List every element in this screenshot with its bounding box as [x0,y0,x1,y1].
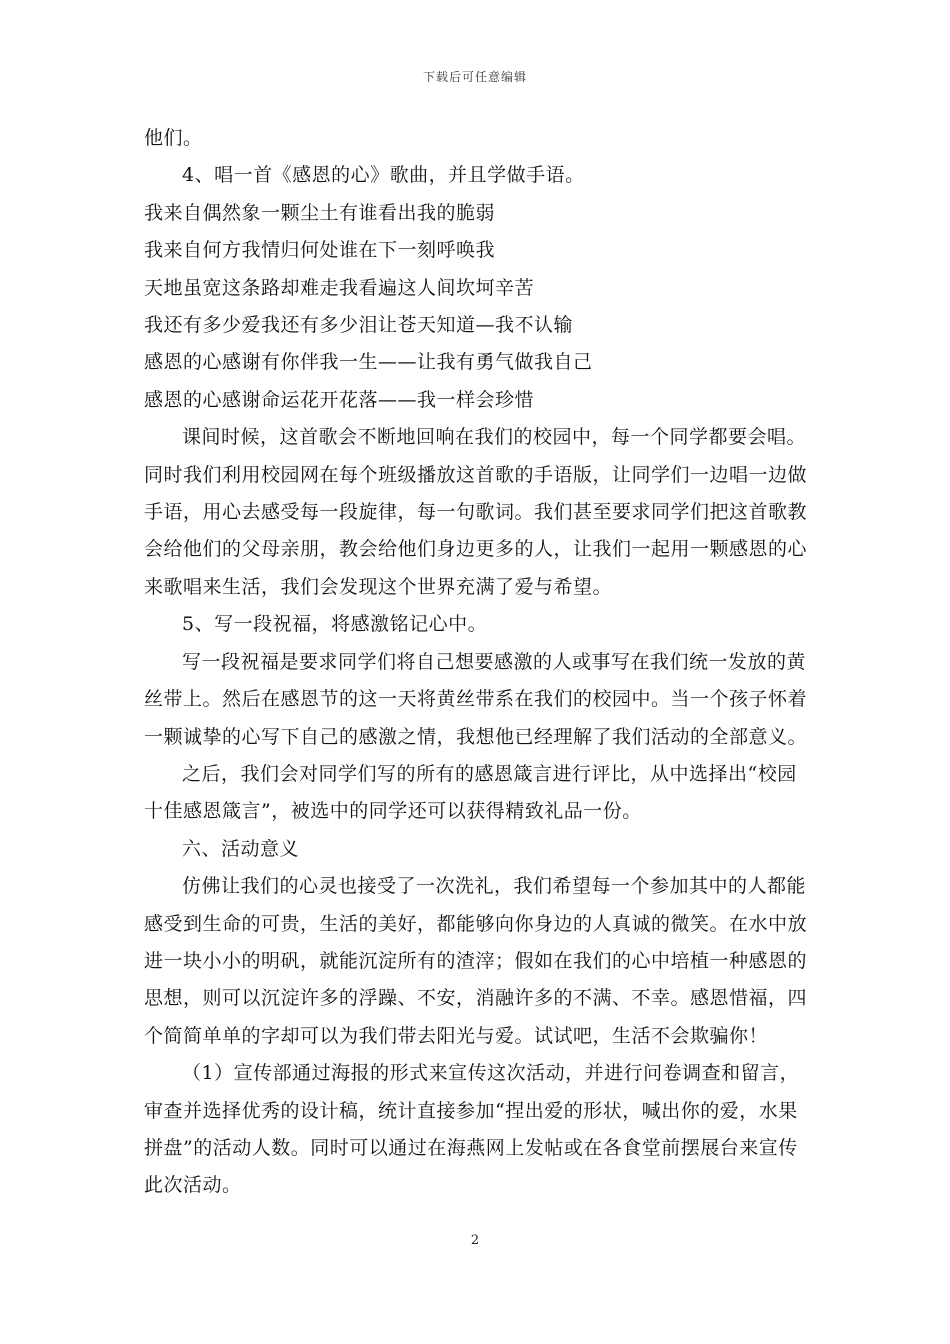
page-header: 下载后可任意编辑 [422,70,527,84]
paragraph: 他们。 [144,127,203,149]
section-heading: 六、活动意义 [182,837,300,860]
lyric-line: 我来自何方我情归何处谁在下一刻呼唤我 [144,239,496,262]
paragraph: 之后，我们会对同学们写的所有的感恩箴言进行评比，从中选择出“校园十佳感恩箴言”，被选中的同学还可以获得精致礼品一份。 [144,762,797,823]
lyric-line: 天地虽宽这条路却难走我看遍这人间坎坷辛苦 [144,276,535,299]
paragraph: 仿佛让我们的心灵也接受了一次洗礼，我们希望每一个参加其中的人都能感受到生命的可贵，生活的美好，都能够向你身边的人真诚的微笑。在水中放进一块小小的明矾，就能沉淀所有的渣滓；假如在我们的心中培植一种感恩的思想，则可以沉淀许多的浮躁、不安，消融许多的不满、不幸。感恩惜福，四个简简单单的字却可以为我们带去阳光与爱。试试吧，生活不会欺骗你！ [144,875,808,1047]
list-item-heading: 4、唱一首《感恩的心》歌曲，并且学做手语。 [182,164,585,187]
lyric-line: 我来自偶然象一颗尘土有谁看出我的脆弱 [144,201,496,224]
paragraph: 课间时候，这首歌会不断地回响在我们的校园中，每一个同学都要会唱。同时我们利用校园网在每个班级播放这首歌的手语版，让同学们一边唱一边做手语，用心去感受每一段旋律，每一句歌词。我们甚至要求同学们把这首歌教会给他们的父母亲朋，教会给他们身边更多的人，让我们一起用一颗感恩的心来歌唱来生活，我们会发现这个世界充满了爱与希望。 [144,426,808,598]
document-body [144,120,808,1205]
lyric-line: 感恩的心感谢有你伴我一生——让我有勇气做我自己 [144,351,593,374]
page-number: 2 [470,1233,480,1248]
lyric-line: 我还有多少爱我还有多少泪让苍天知道—我不认输 [144,314,574,337]
lyric-line: 感恩的心感谢命运花开花落——我一样会珍惜 [144,388,535,411]
paragraph: 写一段祝福是要求同学们将自己想要感激的人或事写在我们统一发放的黄丝带上。然后在感恩节的这一天将黄丝带系在我们的校园中。当一个孩子怀着一颗诚挚的心写下自己的感激之情，我想他已经理解了我们活动的全部意义。 [144,650,808,748]
list-item-heading: 5、写一段祝福，将感激铭记心中。 [182,613,488,636]
paragraph: （1）宣传部通过海报的形式来宣传这次活动，并进行问卷调查和留言，审查并选择优秀的设计稿，统计直接参加“捏出爱的形状，喊出你的爱，水果拼盘”的活动人数。同时可以通过在海燕网上发帖或在各食堂前摆展台来宣传此次活动。 [144,1062,800,1197]
